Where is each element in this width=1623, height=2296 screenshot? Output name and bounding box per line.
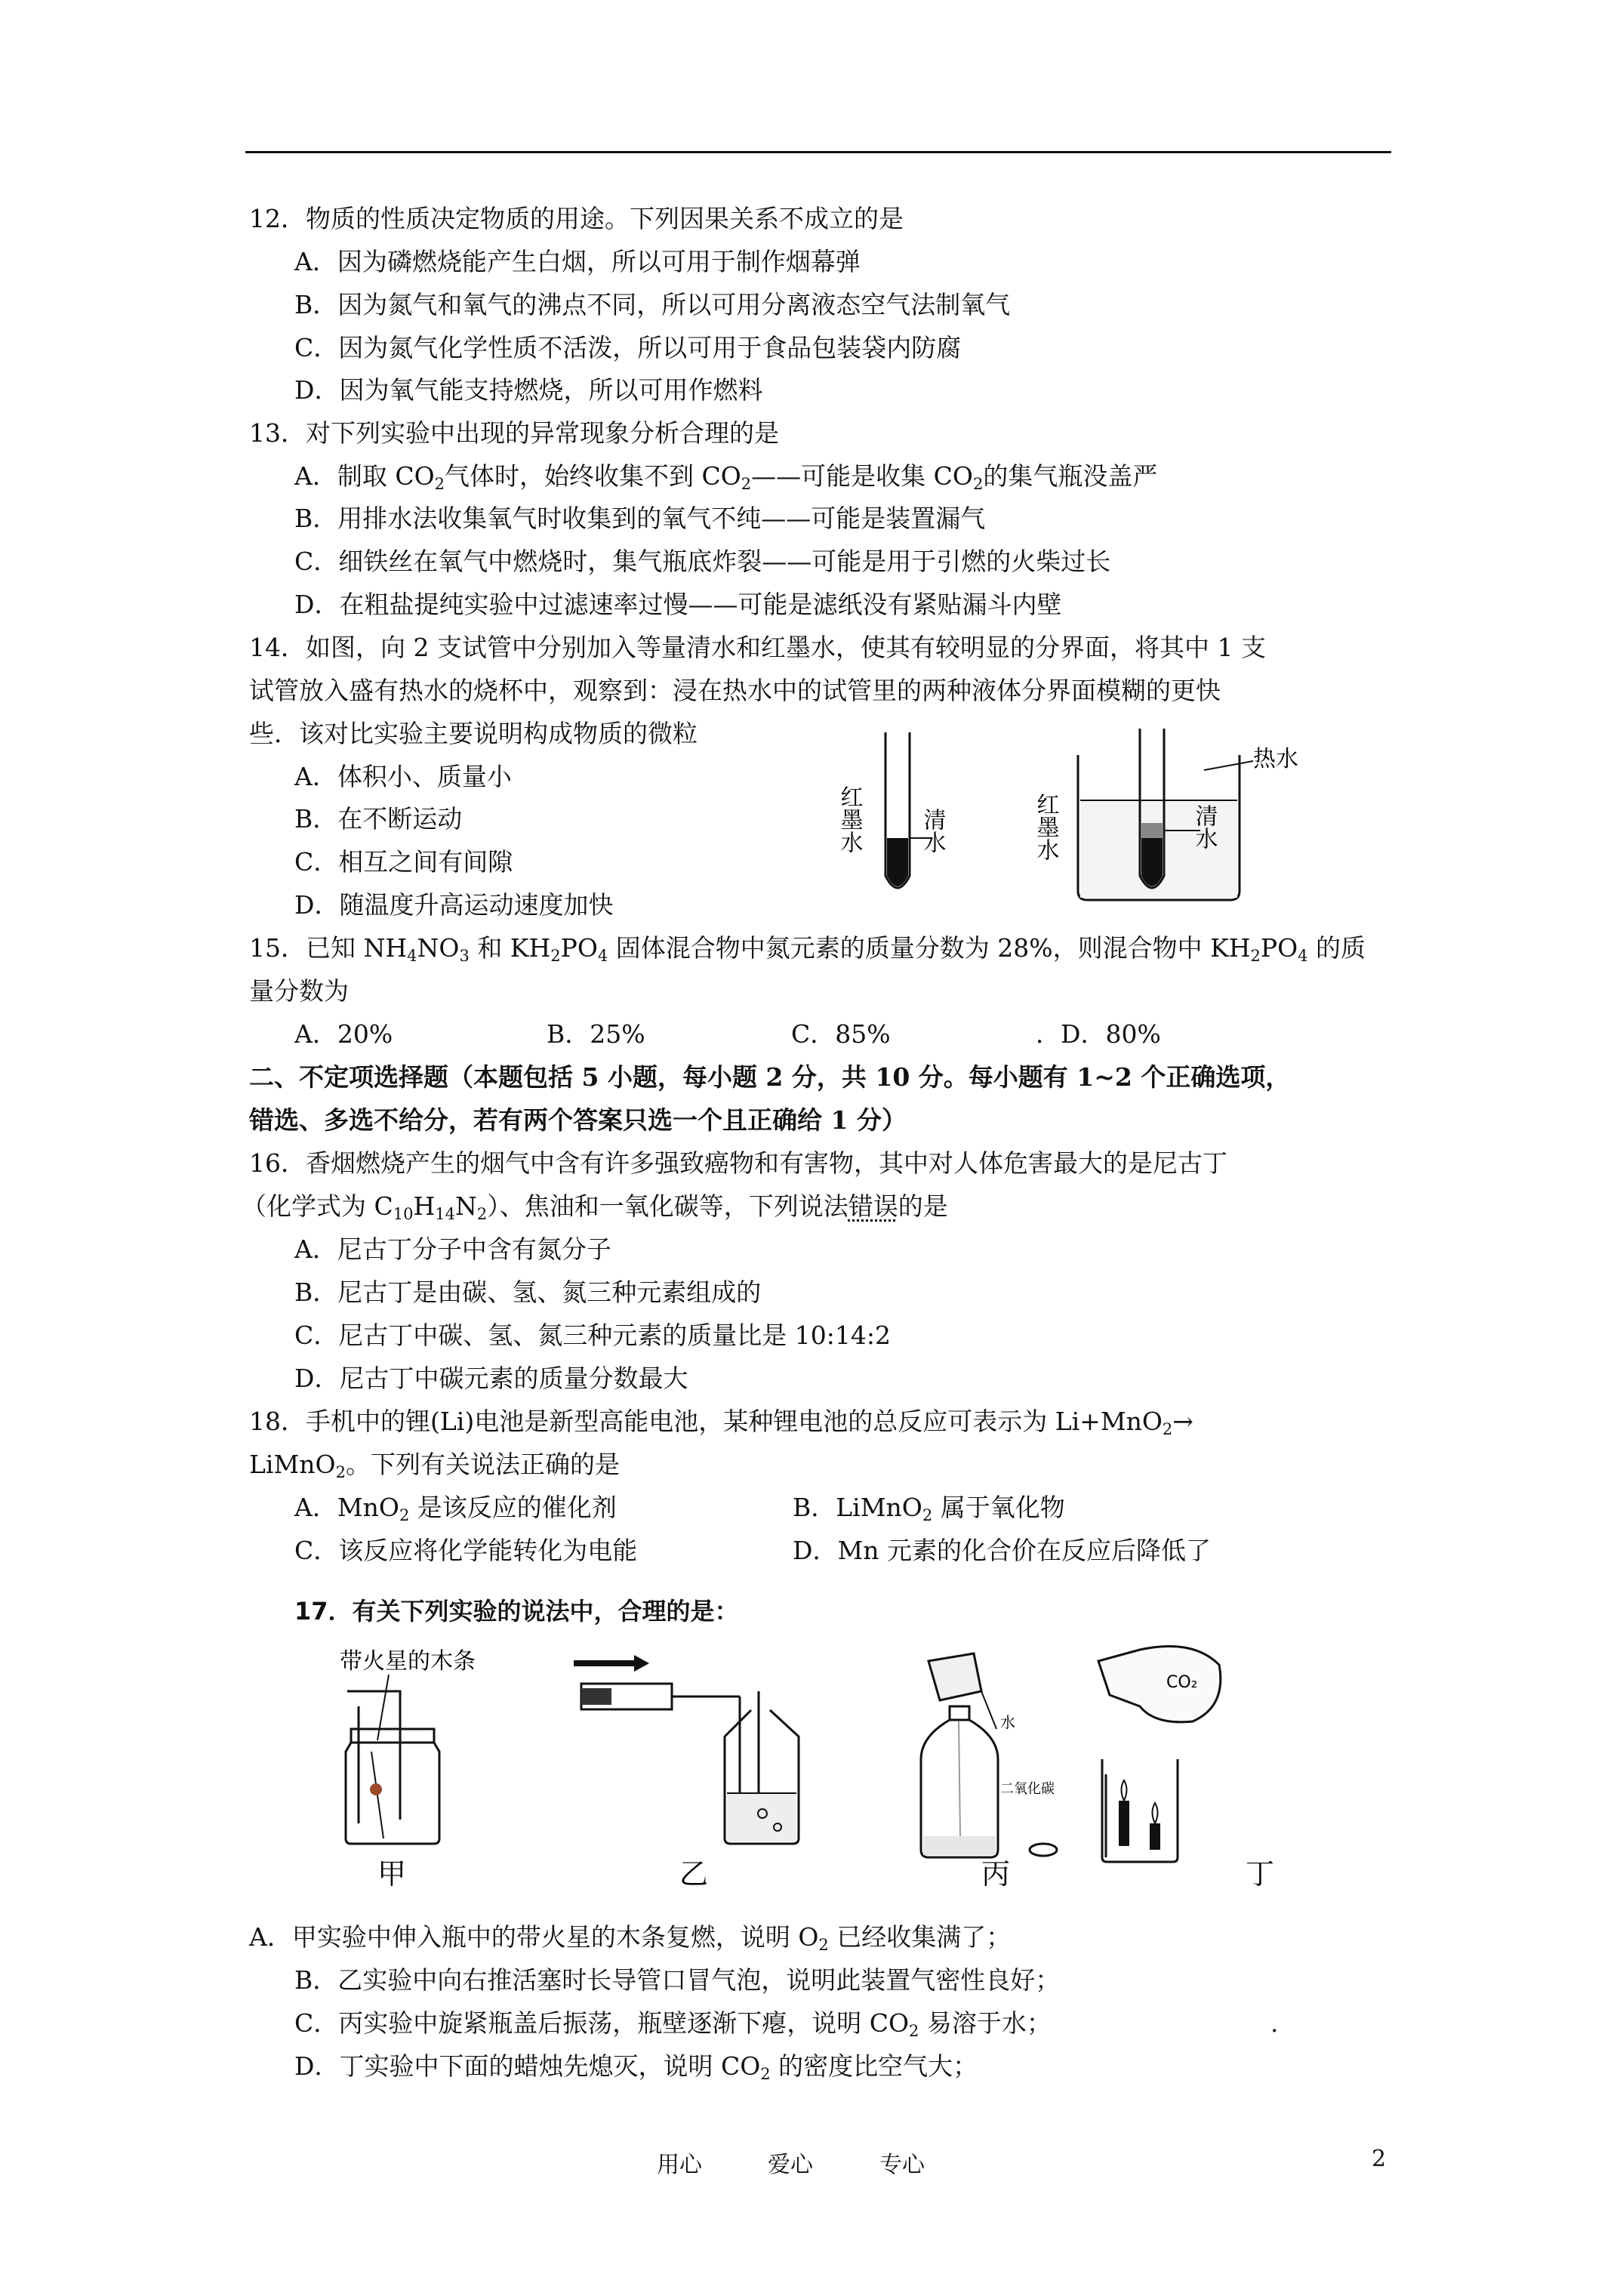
right-red-ink-label: 红墨水 <box>1032 793 1059 861</box>
q12-option-a: A．因为磷燃烧能产生白烟，所以可用于制作烟幕弹 <box>294 247 861 276</box>
q15-option-a: A．20% <box>294 1019 393 1049</box>
q18-option-d: D．Mn 元素的化合价在反应后降低了 <box>793 1536 1211 1565</box>
q14-option-a: A．体积小、质量小 <box>294 762 512 791</box>
q12-option-b: B．因为氮气和氧气的沸点不同，所以可用分离液态空气法制氧气 <box>294 290 1011 319</box>
hot-water-label: 热水 <box>1253 746 1298 772</box>
footer-word-1: 用心 <box>657 2152 702 2178</box>
q17-stray-dot: . <box>1270 2008 1279 2038</box>
left-red-ink-label: 红墨水 <box>836 785 863 853</box>
q16-option-a: A．尼古丁分子中含有氮分子 <box>294 1234 611 1264</box>
q13-option-b: B．用排水法收集氧气时收集到的氧气不纯——可能是装置漏气 <box>294 504 986 533</box>
label-bing: 丙 <box>981 1857 1011 1891</box>
q14-option-d: D．随温度升高运动速度加快 <box>294 890 614 920</box>
footer-word-2: 爱心 <box>768 2152 813 2178</box>
q14-stem-line3: 些．该对比实验主要说明构成物质的微粒 <box>249 719 698 748</box>
experiment-bing <box>921 1653 1057 1857</box>
q13-option-c: C．细铁丝在氧气中燃烧时，集气瓶底炸裂——可能是用于引燃的火柴过长 <box>294 547 1111 576</box>
left-water-label: 清水 <box>919 808 946 853</box>
q14-option-c: C．相互之间有间隙 <box>294 847 513 877</box>
right-water-label: 清水 <box>1190 804 1218 849</box>
q17-option-d: D．丁实验中下面的蜡烛先熄灭，说明 $CO_2$ 的密度比空气大； <box>294 2051 978 2083</box>
water-label: 水 <box>1000 1713 1015 1731</box>
q12-option-d: D．因为氧气能支持燃烧，所以可用作燃料 <box>294 375 763 405</box>
q17-option-c: C．丙实验中旋紧瓶盖后振荡，瓶壁逐渐下瘪，说明 $CO_2$ 易溶于水； <box>294 2008 1052 2040</box>
q16-option-b: B．尼古丁是由碳、氢、氮三种元素组成的 <box>294 1277 762 1307</box>
q18-stem-line1: 18．手机中的锂(Li)电池是新型高能电池，某种锂电池的总反应可表示为 Li+MnO$_2$→ <box>249 1407 1193 1438</box>
q14-diffusion-figure <box>819 725 1302 929</box>
q17-option-a: A．甲实验中伸入瓶中的带火星的木条复燃，说明 $O_2$ 已经收集满了； <box>249 1922 1012 1954</box>
q13-stem: 13．对下列实验中出现的异常现象分析合理的是 <box>249 418 779 448</box>
q13-option-d: D．在粗盐提纯实验中过滤速率过慢——可能是滤纸没有紧贴漏斗内壁 <box>294 590 1062 619</box>
co2-label: CO₂ <box>1166 1673 1198 1692</box>
co2-cn-label: 二氧化碳 <box>1000 1781 1055 1797</box>
q15-stem-line1: 15．已知 $NH_4NO_3$ 和 $KH_2PO_4$ 固体混合物中氮元素的质量分数为 28%，则混合物中 $KH_2PO_4$ 的质 <box>249 933 1366 965</box>
experiment-jia <box>340 1648 476 1844</box>
splint-label: 带火星的木条 <box>340 1648 476 1675</box>
label-yi: 乙 <box>679 1857 709 1891</box>
page-number: 2 <box>1372 2146 1387 2172</box>
q17-stem: 17．有关下列实验的说法中，合理的是： <box>294 1597 739 1626</box>
experiment-yi <box>574 1655 799 1844</box>
q15-stem-line2: 量分数为 <box>249 976 349 1006</box>
q18-stem-line2: LiMnO$_2$。下列有关说法正确的是 <box>249 1450 620 1481</box>
q15-option-b: B．25% <box>547 1019 645 1049</box>
footer-word-3: 专心 <box>879 2152 925 2178</box>
q16-stem-line1: 16．香烟燃烧产生的烟气中含有许多强致癌物和有害物，其中对人体危害最大的是尼古丁 <box>249 1148 1227 1178</box>
beaker <box>1078 755 1253 900</box>
q17-experiments-figure <box>317 1638 1412 1891</box>
q18-option-a: A．MnO$_2$ 是该反应的催化剂 <box>294 1493 617 1524</box>
label-ding: 丁 <box>1246 1857 1275 1891</box>
experiment-ding <box>1098 1647 1221 1863</box>
q15-option-d: ．D．80% <box>1036 1019 1161 1049</box>
label-jia: 甲 <box>377 1857 407 1891</box>
q15-option-c: C．85% <box>791 1019 891 1049</box>
q13-option-a: A．制取 $CO_2$气体时，始终收集不到 $CO_2——$可能是收集 $CO_2$的集气瓶没盖严 <box>294 461 1158 493</box>
q12-option-c: C．因为氮气化学性质不活泼，所以可用于食品包装袋内防腐 <box>294 333 962 362</box>
q18-option-c: C．该反应将化学能转化为电能 <box>294 1536 638 1565</box>
q17-option-b: B．乙实验中向右推活塞时长导管口冒气泡，说明此装置气密性良好； <box>294 1965 1061 1995</box>
q12-stem: 12．物质的性质决定物质的用途。下列因果关系不成立的是 <box>249 204 904 233</box>
q14-option-b: B．在不断运动 <box>294 804 463 834</box>
q16-option-c: C．尼古丁中碳、氢、氮三种元素的质量比是 10:14:2 <box>294 1321 891 1350</box>
q16-stem-line2: （化学式为 $C_{10}H_{14}N_2$）、焦油和一氧化碳等，下列说法错误的是 <box>242 1191 948 1223</box>
section2-heading-line1: 二、不定项选择题（本题包括 5 小题，每小题 2 分，共 10 分。每小题有 1~2 个正确选项， <box>249 1062 1291 1092</box>
header-rule <box>245 151 1391 153</box>
q18-option-b: B．LiMnO$_2$ 属于氧化物 <box>793 1493 1065 1524</box>
q14-stem-line2: 试管放入盛有热水的烧杯中，观察到：浸在热水中的试管里的两种液体分界面模糊的更快 <box>249 676 1221 705</box>
section2-heading-line2: 错选、多选不给分，若有两个答案只选一个且正确给 1 分） <box>249 1105 907 1135</box>
q16-option-d: D．尼古丁中碳元素的质量分数最大 <box>294 1364 688 1393</box>
q14-stem-line1: 14．如图，向 2 支试管中分别加入等量清水和红墨水，使其有较明显的分界面，将其中 1 支 <box>249 633 1266 662</box>
